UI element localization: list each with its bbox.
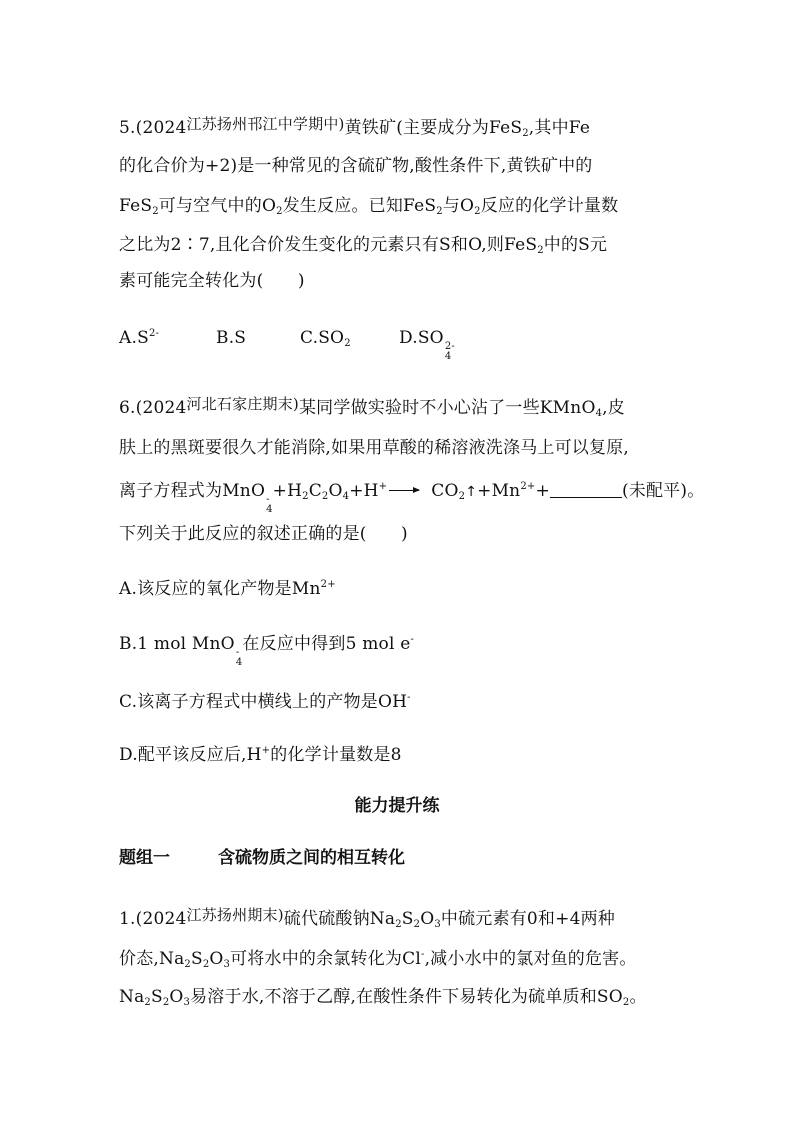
q5-option-b: B.S — [216, 328, 247, 348]
q5-source: 江苏扬州邗江中学期中) — [186, 115, 345, 133]
q6-option-d: D.配平该反应后,H+的化学计量数是8 — [119, 745, 402, 765]
q5-line-5: 素可能完全转化为( ) — [119, 271, 305, 291]
q1-source: 江苏扬州期末) — [186, 906, 284, 924]
q5-line-3: FeS$_2$可与空气中的$O_2$发生反应。已知FeS$_2$与$O_2$反应的化学计量数 — [119, 196, 619, 217]
q5-number: 5. — [119, 118, 136, 138]
q6-year: (2024 — [135, 398, 187, 418]
q1-line-3: $Na_2S_2O_3$易溶于水,不溶于乙醇,在酸性条件下易转化为硫单质和$SO_2$。 — [119, 987, 647, 1008]
answer-blank — [550, 483, 622, 498]
q6-option-b: B.1 mol MnO - 4 在反应中得到5 mol e- — [119, 634, 415, 668]
gas-up-arrow-icon: ↑ — [465, 484, 478, 500]
q6-equation-line: 离子方程式为MnO - 4 $+H_2C_2O_4+H^+$ $CO_2↑+Mn^{2+}+$ (未配平)。 — [119, 481, 705, 515]
q1-year: (2024 — [135, 909, 187, 929]
q6-option-c: C.该离子方程式中横线上的产物是OH- — [119, 692, 411, 712]
group-title: 含硫物质之间的相互转化 — [218, 848, 405, 868]
q6-line-1: 6.(2024河北石家庄期末)某同学做实验时不小心沾了一些KMnO$_4$,皮 — [119, 395, 625, 419]
q5-year: (2024 — [135, 118, 187, 138]
q6-line-2: 肤上的黑斑要很久才能消除,如果用草酸的稀溶液洗涤马上可以复原, — [119, 438, 630, 458]
section-title: 能力提升练 — [354, 796, 440, 816]
reaction-arrow-icon — [389, 490, 419, 491]
q1-line-1: 1.(2024江苏扬州期末)硫代硫酸钠$Na_2S_2O_3$中硫元素有0和+4两种 — [119, 906, 615, 930]
q1-number: 1. — [119, 909, 136, 929]
q6-line-4: 下列关于此反应的叙述正确的是( ) — [119, 524, 408, 544]
q6-source: 河北石家庄期末) — [186, 395, 299, 413]
q5-option-a: $A.S^{2-}$ — [119, 328, 160, 348]
group-heading — [119, 847, 405, 869]
q5-option-c: $C.SO_2$ — [300, 328, 351, 349]
q6-number: 6. — [119, 398, 136, 418]
q5-line-2: 的化合价为+2)是一种常见的含硫矿物,酸性条件下,黄铁矿中的 — [119, 156, 593, 176]
q5-options — [119, 327, 455, 362]
q5-line-1: 5.(2024江苏扬州邗江中学期中)黄铁矿(主要成分为FeS$_2$,其中Fe — [119, 115, 591, 139]
q6-option-a: A.该反应的氧化产物是$Mn^{2+}$ — [119, 579, 336, 599]
q1-line-2: 价态$,Na_2S_2O_3$可将水中的余氯转化为Cl-,减小水中的氯对鱼的危害。 — [119, 949, 637, 970]
q5-option-d: D.SO 2- 4 — [399, 328, 455, 362]
q5-line-4: 之比为2∶7,且化合价发生变化的元素只有S和O,则FeS$_2$中的S元 — [119, 235, 608, 256]
group-label: 题组一 — [119, 848, 170, 868]
